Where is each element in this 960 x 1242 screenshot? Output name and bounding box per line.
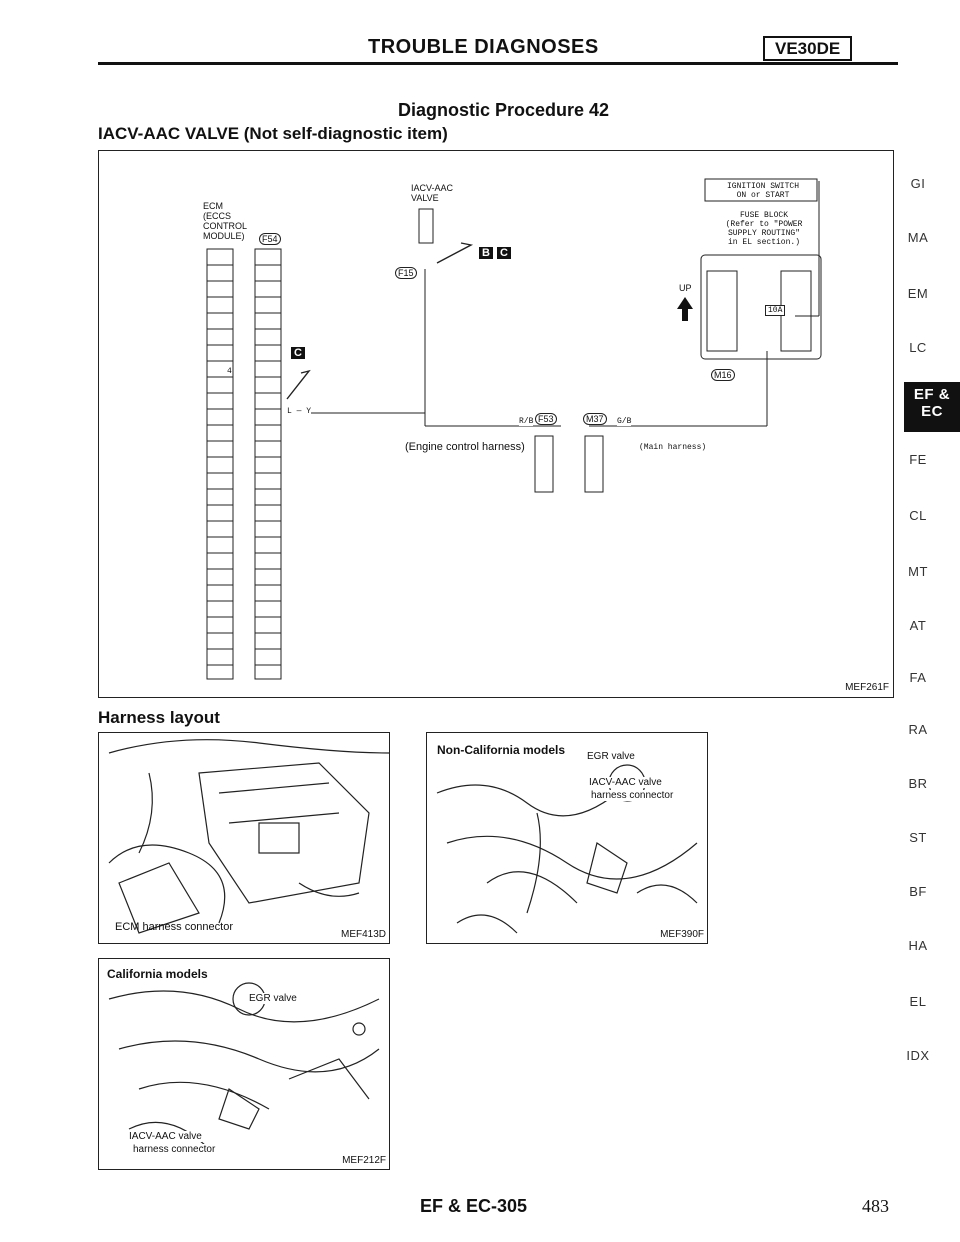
side-tab-bf[interactable]: BF: [909, 884, 927, 899]
side-tab-fe[interactable]: FE: [909, 452, 927, 467]
ignition-switch-label: IGNITION SWITCH ON or START: [726, 182, 799, 200]
ecm-label: ECM (ECCS CONTROL MODULE): [203, 201, 248, 241]
engine-badge: VE30DE: [763, 36, 852, 61]
page-header-title: TROUBLE DIAGNOSES: [368, 36, 599, 58]
california-photo: [98, 958, 390, 1170]
side-tab-ma[interactable]: MA: [907, 230, 929, 245]
diagram-ref-code: MEF261F: [845, 682, 889, 693]
wire-gb-label: G/B: [617, 417, 632, 426]
callout-c-marker: C: [497, 247, 511, 259]
up-label: UP: [679, 283, 692, 293]
side-tab-ha[interactable]: HA: [908, 938, 928, 953]
california-iacv-label: IACV-AAC valve: [129, 1131, 202, 1142]
m16-connector-id: M16: [711, 369, 735, 381]
side-tab-idx[interactable]: IDX: [906, 1048, 930, 1063]
harness-layout-title: Harness layout: [98, 708, 220, 727]
engine-harness-label: (Engine control harness): [405, 441, 525, 453]
california-egr-label: EGR valve: [249, 993, 297, 1004]
non-california-iacv-label: IACV-AAC valve: [589, 777, 662, 788]
section-title: IACV-AAC VALVE (Not self-diagnostic item): [98, 124, 448, 143]
photo2-ref-code: MEF390F: [660, 929, 704, 940]
side-tab-em[interactable]: EM: [907, 286, 929, 301]
valve-connector-id: F15: [395, 267, 417, 279]
side-tab-gi[interactable]: GI: [910, 176, 926, 191]
ecm-harness-photo: [98, 732, 390, 944]
side-tab-br[interactable]: BR: [908, 776, 928, 791]
ecm-harness-label: ECM harness connector: [115, 921, 233, 933]
non-california-heading: Non-California models: [437, 743, 566, 757]
non-california-egr-label: EGR valve: [587, 751, 635, 762]
wire-rb-label: R/B: [519, 417, 534, 426]
callout-b-marker: B: [479, 247, 493, 259]
non-california-harness-label: harness connector: [591, 790, 674, 801]
footer-page-label: EF & EC-305: [420, 1196, 528, 1216]
side-tab-cl[interactable]: CL: [909, 508, 927, 523]
wire-ly-label: L — Y: [287, 407, 312, 416]
photo1-ref-code: MEF413D: [340, 929, 386, 940]
side-tab-el[interactable]: EL: [909, 994, 927, 1009]
fuse-block-label: FUSE BLOCK (Refer to "POWER SUPPLY ROUTING" in EL section.): [725, 211, 803, 247]
side-tab-efec-active[interactable]: EF & EC: [904, 382, 960, 432]
side-tab-at[interactable]: AT: [909, 618, 927, 633]
side-tab-fa[interactable]: FA: [909, 670, 927, 685]
f53-connector-id: F53: [535, 413, 557, 425]
non-california-photo-art: [427, 733, 708, 944]
m37-connector-id: M37: [583, 413, 607, 425]
california-harness-label: harness connector: [133, 1144, 216, 1155]
valve-label: IACV-AAC VALVE: [411, 183, 454, 203]
california-heading: California models: [107, 967, 208, 981]
fuse-value: 10A: [765, 305, 785, 316]
procedure-title: Diagnostic Procedure 42: [398, 100, 610, 120]
callout-c-ecm: C: [291, 347, 305, 359]
footer-page-number: 483: [862, 1196, 889, 1216]
callout-bc: [479, 247, 511, 259]
wiring-diagram: [98, 150, 894, 698]
ecm-harness-photo-art: [99, 733, 390, 944]
non-california-photo: [426, 732, 708, 944]
side-tab-st[interactable]: ST: [909, 830, 927, 845]
header-rule: [98, 62, 898, 65]
side-tab-lc[interactable]: LC: [909, 340, 927, 355]
ecm-pin-4: 4: [227, 367, 232, 376]
side-tab-mt[interactable]: MT: [908, 564, 928, 579]
side-tab-ra[interactable]: RA: [908, 722, 928, 737]
ecm-connector-id: F54: [259, 233, 281, 245]
main-harness-label: (Main harness): [639, 443, 707, 452]
photo3-ref-code: MEF212F: [342, 1155, 386, 1166]
